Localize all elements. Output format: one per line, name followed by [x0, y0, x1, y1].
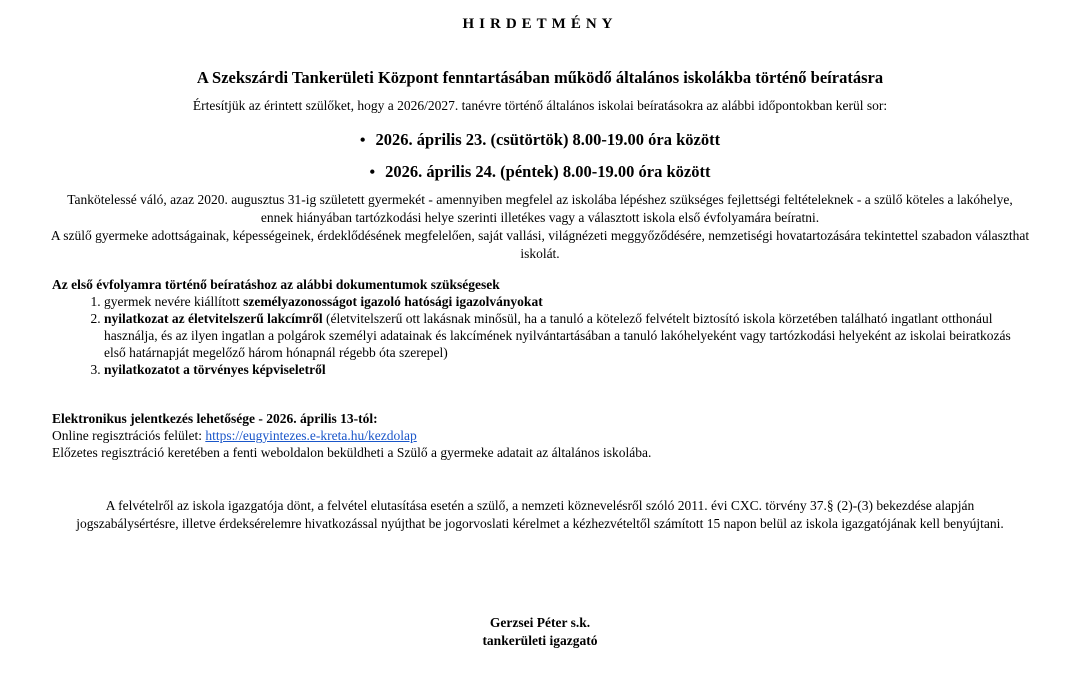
school-choice-text: A szülő gyermeke adottságainak, képességeinek, érdeklődésének megfelelően, saját vallási, világnézeti meggyőződésére, nemzetiségi hovatartozására tekintettel szabadon választhat iskolát.	[50, 228, 1030, 261]
list-item	[104, 310, 1032, 361]
online-label: Online regisztrációs felület:	[52, 428, 206, 443]
date-item	[0, 159, 1080, 191]
item1-bold: személyazonosságot igazoló hatósági igazolványokat	[243, 294, 543, 309]
list-item	[104, 293, 1032, 310]
intro-text: Értesítjük az érintett szülőket, hogy a 2026/2027. tanévre történő általános iskolai beíratásokra az alábbi időpontokban kerül sor:	[192, 98, 888, 113]
signatory-name: Gerzsei Péter s.k.	[489, 615, 591, 630]
date-text: 2026. április 24. (péntek) 8.00-19.00 óra között	[385, 162, 711, 181]
registration-note: Előzetes regisztráció keretében a fenti weboldalon beküldheti a Szülő a gyermeke adatait az általános iskolába.	[52, 445, 652, 460]
date-item	[0, 127, 1080, 159]
subtitle: A Szekszárdi Tankerületi Központ fenntartásában működő általános iskolákba történő beíratásra	[196, 68, 884, 87]
documents-heading: Az első évfolyamra történő beíratáshoz az alábbi dokumentumok szükségesek	[52, 277, 500, 292]
eligibility-paragraph	[50, 191, 1030, 263]
item3-bold: nyilatkozatot a törvényes képviselet​ről	[104, 362, 326, 377]
registration-link[interactable]: https://eugyintezes.e-kreta.hu/kezdolap	[205, 428, 417, 443]
item2-bold: nyilatkozat az életvitelszerű lakcímről	[104, 311, 323, 326]
bullet-icon: •	[359, 132, 366, 149]
bullet-icon: •	[369, 164, 376, 181]
dates-list	[0, 127, 1080, 191]
electronic-section	[52, 410, 1032, 461]
list-item	[104, 361, 1032, 378]
signature-block	[0, 614, 1080, 650]
item2-text: (életvitelszerű ott lakásnak minősül, ha a tanuló a kötelező felvételt biztosító iskola körzetében található ingatlant otthonául használja, és az ilyen ingatlan a polgárok személyi adatainak és lakcímének nyilvántartásában a tanuló lakóhelyeként vagy tartózkodási helyeként az iskolai beiratkozás első határnapját megelőző három hónapnál régebb óta szerepel)	[104, 311, 1011, 360]
date-text: 2026. április 23. (csütörtök) 8.00-19.00 óra között	[375, 130, 721, 149]
electronic-heading: Elektronikus jelentkezés lehetősége - 2026. április 13-tól:	[52, 411, 378, 426]
appeal-paragraph: A felvételről az iskola igazgatója dönt, a felvétel elutasítása esetén a szülő, a nemzeti köznevelésről szóló 2011. évi CXC. törvény 37.§ (2)-(3) bekezdése alapján jogszabálysértésre, illetve érdeksérelemre hivatkozással nyújthat be jogorvoslati kérelmet a kézhezvételtől számított 15 napon belül az iskola igazgatójának kell benyújtani.	[76, 498, 1004, 531]
signatory-role: tankerületi igazgató	[482, 633, 598, 648]
item1-prefix: gyermek nevére kiállított	[104, 294, 244, 309]
documents-section	[52, 276, 1032, 378]
mandatory-enrollment-text: Tankötelessé váló, azaz 2020. augusztus 31-ig született gyermekét - amennyiben megfelel az iskolába lépéshez szükséges fejlettségi feltételeknek - a szülő köteles a lakóhelye, ennek hiányában tartózkodási helye szerinti illetékes vagy a választott iskola első évfolyamára beíratni.	[67, 192, 1013, 225]
online-line	[52, 427, 1032, 444]
page-title: HIRDETMÉNY	[462, 16, 618, 32]
documents-list	[52, 293, 1032, 378]
